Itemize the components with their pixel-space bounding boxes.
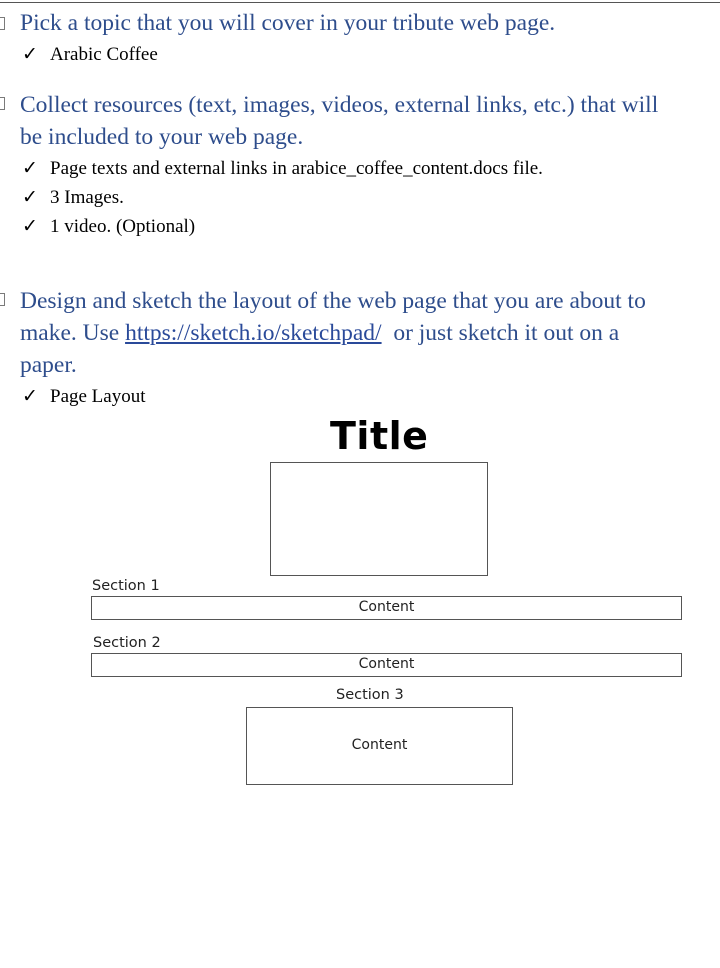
step-1-heading: Pick a topic that you will cover in your tribute web page. xyxy=(20,10,556,36)
checkmark-icon: ✓ xyxy=(22,216,38,237)
task-checkbox-3[interactable] xyxy=(0,293,5,306)
step-3-check-item xyxy=(22,385,146,409)
step-2-check-item xyxy=(22,215,195,239)
sketch-section-3-content: Content xyxy=(351,737,408,753)
sketch-section-2-content: Content xyxy=(358,656,415,672)
step-3-heading-line-1: Design and sketch the layout of the web page that you are about to xyxy=(20,288,646,314)
heading-text: make. Use xyxy=(20,320,126,346)
step-3-heading-line-3: paper. xyxy=(20,352,77,378)
step-2-heading-line-1: Collect resources (text, images, videos, external links, etc.) that will xyxy=(20,92,659,118)
checkmark-icon: ✓ xyxy=(22,44,38,65)
sketch-section-3-box xyxy=(246,707,513,785)
sketch-section-1-box xyxy=(91,596,682,620)
task-checkbox-1[interactable] xyxy=(0,17,5,30)
checkmark-icon: ✓ xyxy=(22,187,38,208)
sketchpad-link[interactable]: https://sketch.io/sketchpad/ xyxy=(125,320,382,346)
sketch-section-2-label: Section 2 xyxy=(93,635,161,651)
step-3-heading-line-2 xyxy=(20,317,720,349)
check-item-text: 3 Images. xyxy=(50,187,124,208)
sketch-image-placeholder xyxy=(270,462,488,576)
heading-text: or just sketch it out on a xyxy=(381,320,620,346)
sketch-section-1-label: Section 1 xyxy=(92,578,160,594)
checkmark-icon: ✓ xyxy=(22,386,38,407)
step-2-check-item xyxy=(22,157,543,181)
task-checkbox-2[interactable] xyxy=(0,97,5,110)
sketch-section-2-box xyxy=(91,653,682,677)
step-2-heading-line-2: be included to your web page. xyxy=(20,124,304,150)
sketch-section-1-content: Content xyxy=(358,599,415,615)
checkmark-icon: ✓ xyxy=(22,158,38,179)
top-border-line xyxy=(0,2,720,3)
sketch-title: Title xyxy=(330,414,429,458)
check-item-text: Arabic Coffee xyxy=(50,44,158,65)
check-item-text: Page Layout xyxy=(50,386,146,407)
sketch-section-3-label: Section 3 xyxy=(336,687,404,703)
step-1-check-item xyxy=(22,43,158,67)
step-2-check-item xyxy=(22,186,124,210)
check-item-text: 1 video. (Optional) xyxy=(50,216,196,237)
check-item-text: Page texts and external links in arabice_coffee_content.docs file. xyxy=(50,158,543,179)
